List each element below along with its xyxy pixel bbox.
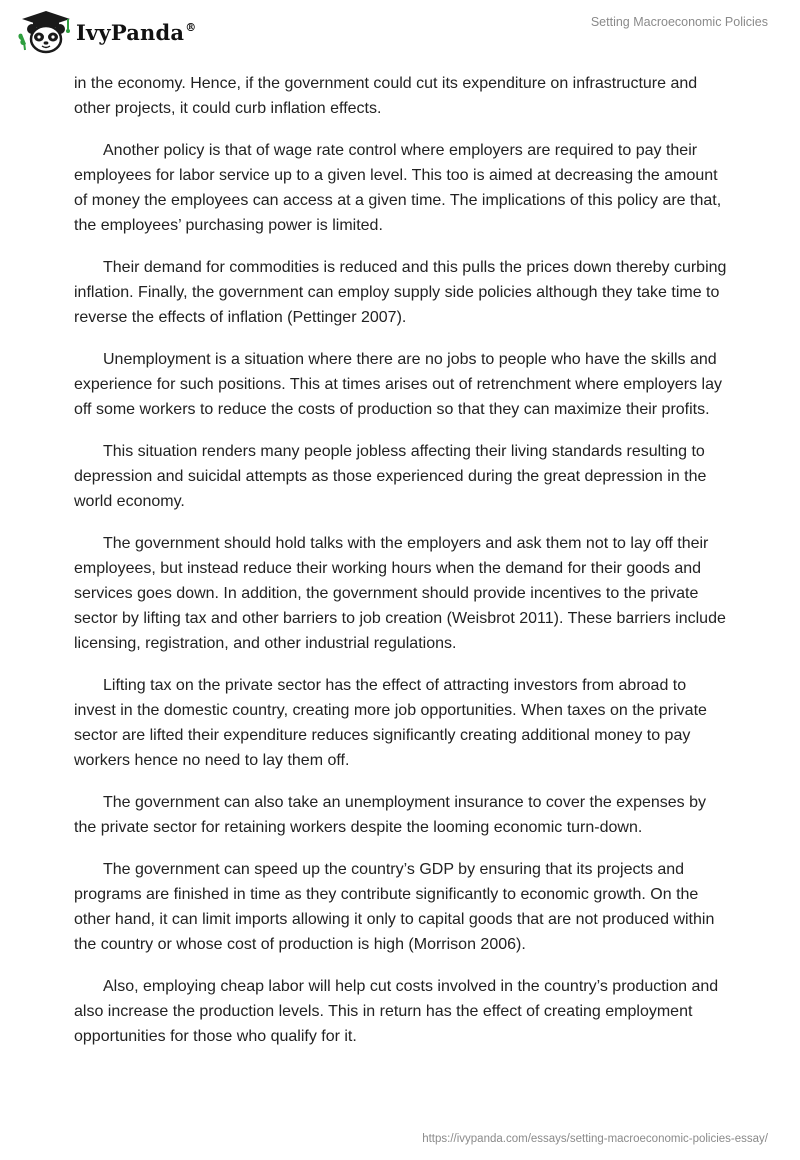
panda-graduate-icon (16, 10, 72, 54)
essay-body (74, 71, 728, 1066)
paragraph: The government can also take an unemployment insurance to cover the expenses by the private sector for retaining workers despite the looming economic turn-down. (74, 794, 707, 836)
paragraph: This situation renders many people jobless affecting their living standards resulting to depression and suicidal attempts as those experienced during the great depression in the world economy. (74, 443, 707, 510)
paragraph: Another policy is that of wage rate control where employers are required to pay their employees for labor service up to a given level. This too is aimed at decreasing the amount of money the employees can access at a given time. The implications of this policy are that, the employees’ purchasing power is limited. (74, 142, 722, 234)
paragraph: in the economy. Hence, if the government could cut its expenditure on infrastructure and other projects, it could curb inflation effects. (74, 75, 698, 117)
document-title: Setting Macroeconomic Policies (590, 15, 768, 29)
brand-name: IvyPanda® (76, 19, 197, 45)
paragraph: Lifting tax on the private sector has the effect of attracting investors from abroad to invest in the domestic country, creating more job opportunities. When taxes on the private sector are lifted their expenditure reduces significantly creating additional money to pay workers hence no need to lay them off. (74, 677, 707, 769)
paragraph: Also, employing cheap labor will help cut costs involved in the country’s production and also increase the production levels. This in return has the effect of creating employment opportunities for those who qualify for it. (74, 978, 719, 1045)
paragraph: Unemployment is a situation where there are no jobs to people who have the skills and experience for such positions. This at times arises out of retrenchment where employers lay off some workers to reduce the costs of production so that they can maximize their profits. (74, 351, 722, 418)
paragraph: The government should hold talks with the employers and ask them not to lay off their employees, but instead reduce their working hours when the demand for their goods and services goes down. In addition, the government should provide incentives to the private sector by lifting tax and other barriers to job creation (Weisbrot 2011). These barriers include licensing, registration, and other industrial regulations. (74, 535, 726, 652)
paragraph: Their demand for commodities is reduced and this pulls the prices down thereby curbing inflation. Finally, the government can employ supply side policies although they take time to reverse the effects of inflation (Pettinger 2007). (74, 259, 727, 326)
source-url-link[interactable]: https://ivypanda.com/essays/setting-macroeconomic-policies-essay/ (422, 1133, 768, 1145)
paragraph: The government can speed up the country’s GDP by ensuring that its projects and programs are finished in time as they contribute significantly to economic growth. On the other hand, it can limit imports allowing it only to capital goods that are not produced within the country or whose cost of production is high (Morrison 2006). (74, 861, 715, 953)
ivypanda-logo[interactable] (16, 10, 196, 54)
page-header (0, 0, 800, 70)
